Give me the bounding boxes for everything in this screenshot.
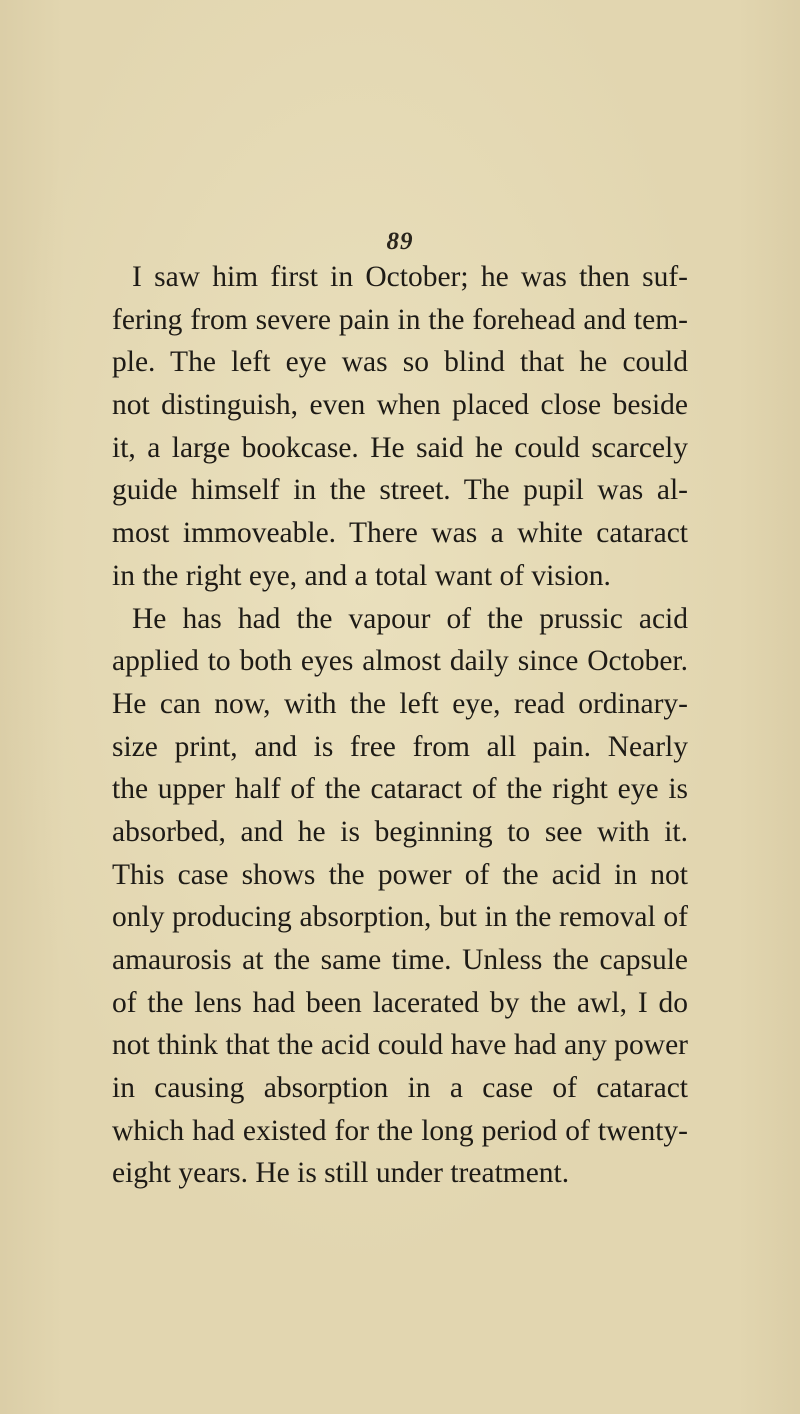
text-line: He has had the vapour of the prussic acid [132,602,688,635]
text-line: He can now, with the left eye, read ordinary- [112,687,688,720]
text-line: applied to both eyes almost daily since October. [112,645,688,678]
text-line: it, a large bookcase. He said he could scarcely [112,431,688,464]
text-line: the upper half of the cataract of the right eye is [112,773,688,806]
text-line: I saw him first in October; he was then suf- [132,261,688,293]
text-line: only producing absorption, but in the removal of [112,901,688,934]
text-line: in the right eye, and a total want of vision. [112,559,611,592]
text-line: eight years. He is still under treatment. [112,1157,570,1190]
text-line: not distinguish, even when placed close beside [112,389,688,422]
text-line: This case shows the power of the acid in not [112,858,688,891]
page-number: 89 [386,228,414,255]
text-line: which had existed for the long period of twenty- [112,1114,688,1147]
text-line: amaurosis at the same time. Unless the capsule [112,944,688,976]
text-line: guide himself in the street. The pupil was al- [112,474,688,507]
text-line: not think that the acid could have had any power [112,1029,688,1062]
body-text [112,256,688,1195]
text-line: absorbed, and he is beginning to see with it. [112,815,688,848]
text-line: of the lens had been lacerated by the awl, I do [112,986,688,1019]
text-line: most immoveable. There was a white cataract [112,517,688,550]
text-line: in causing absorption in a case of cataract [112,1072,688,1105]
text-line: fering from severe pain in the forehead and tem- [112,303,688,336]
text-line: size print, and is free from all pain. Nearly [112,730,688,763]
text-line: ple. The left eye was so blind that he could [112,346,688,379]
